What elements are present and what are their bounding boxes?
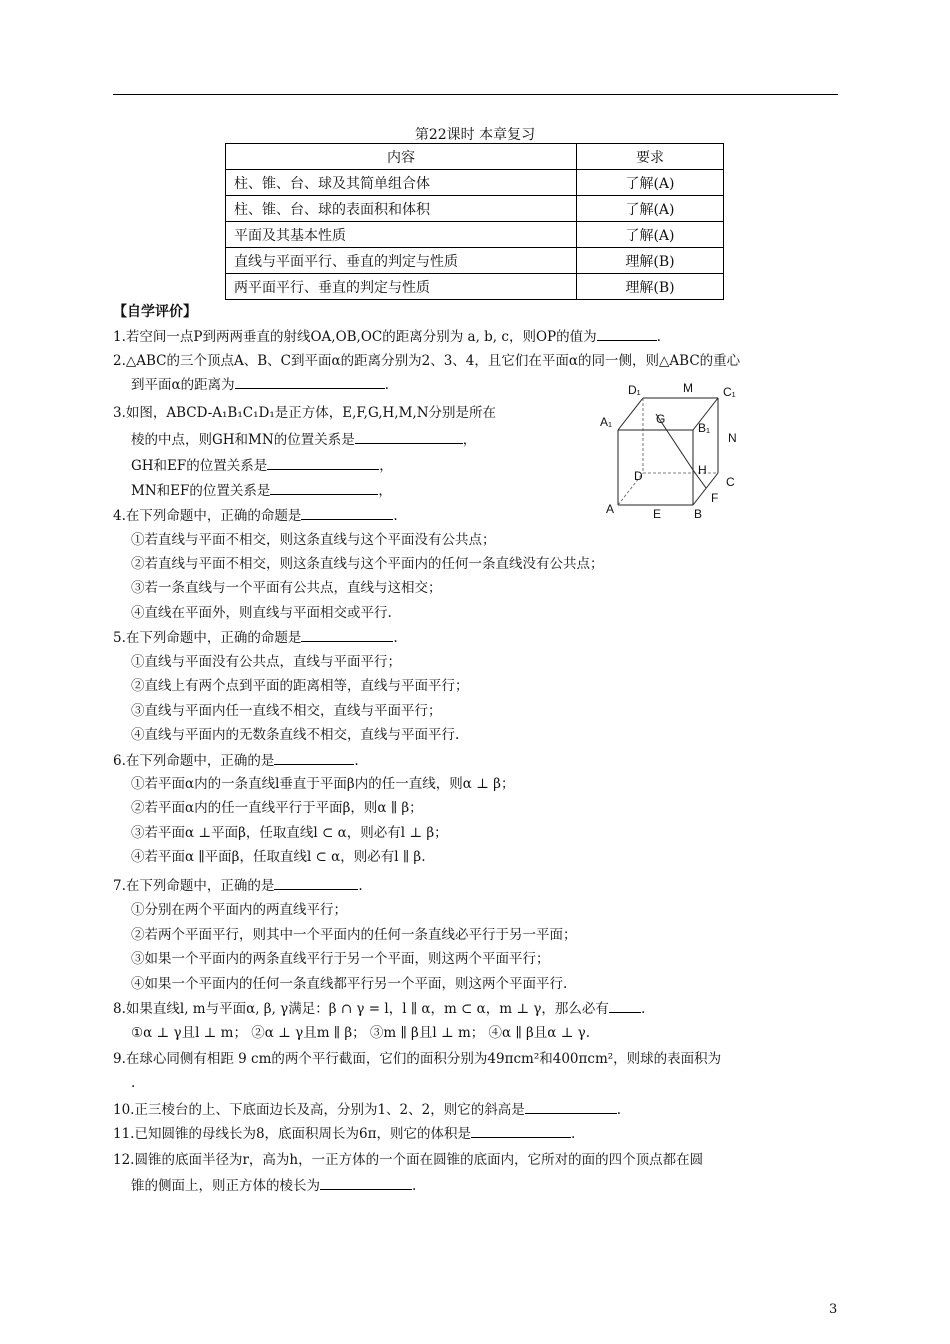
section-title: 【自学评价】 — [113, 304, 197, 320]
question-5-option-3: ③直线与平面内任一直线不相交，直线与平面平行； — [131, 703, 442, 719]
question-12-line-1: 12.圆锥的底面半径为r，高为h，一正方体的一个面在圆锥的底面内，它所对的面的四个顶点都在圆 — [113, 1152, 704, 1168]
header-rule — [113, 94, 838, 95]
table-cell-content: 柱、锥、台、球及其简单组合体 — [226, 170, 577, 196]
answer-blank — [471, 1123, 571, 1138]
question-5-option-4: ④直线与平面内的无数条直线不相交，直线与平面平行. — [131, 727, 460, 743]
question-2-line-2: 到平面α的距离为 . — [131, 374, 389, 395]
question-3-line-2: 棱的中点，则GH和MN的位置关系是 ， — [131, 429, 476, 450]
table-row — [226, 222, 724, 248]
question-4-option-4: ④直线在平面外，则直线与平面相交或平行. — [131, 605, 392, 621]
question-10-text: 10.正三棱台的上、下底面边长及高，分别为1、2、2，则它的斜高是 — [113, 1102, 525, 1118]
question-3-line-3: GH和EF的位置关系是 ， — [131, 455, 393, 476]
answer-blank — [525, 1099, 617, 1114]
cube-figure — [598, 380, 748, 520]
table-row — [226, 248, 724, 274]
question-9-line-2: . — [131, 1075, 136, 1091]
answer-blank — [320, 1175, 412, 1190]
answer-blank — [235, 374, 385, 389]
table-cell-content: 直线与平面平行、垂直的判定与性质 — [226, 248, 577, 274]
cube-hidden-edges — [618, 398, 718, 505]
table-cell-content: 两平面平行、垂直的判定与性质 — [226, 274, 577, 300]
question-4-option-1: ①若直线与平面不相交，则这条直线与这个平面没有公共点； — [131, 532, 496, 548]
question-6-option-4: ④若平面α ∥平面β，任取直线l ⊂ α，则必有l ∥ β. — [131, 849, 426, 865]
question-7-text: 7.在下列命题中，正确的是 — [113, 878, 275, 894]
table-row — [226, 196, 724, 222]
question-2-text: 到平面α的距离为 — [131, 377, 235, 393]
label-h: H — [698, 463, 707, 477]
question-10: 10.正三棱台的上、下底面边长及高，分别为1、2、2，则它的斜高是 . — [113, 1099, 621, 1120]
answer-blank — [274, 875, 358, 890]
table-cell-content: 柱、锥、台、球的表面积和体积 — [226, 196, 577, 222]
label-b1: B₁ — [698, 421, 711, 435]
question-3-text: GH和EF的位置关系是 — [131, 458, 268, 474]
question-3-text: MN和EF的位置关系是 — [131, 483, 271, 499]
question-7-option-4: ④如果一个平面内的任何一条直线都平行另一个平面，则这两个平面平行. — [131, 976, 568, 992]
question-5-option-2: ②直线上有两个点到平面的距离相等，直线与平面平行； — [131, 678, 469, 694]
table-cell-requirement: 理解(B) — [577, 274, 724, 300]
answer-blank — [301, 505, 393, 520]
question-3-text: 棱的中点，则GH和MN的位置关系是 — [131, 432, 355, 448]
question-6-option-2: ②若平面α内的任一直线平行于平面β，则α ∥ β； — [131, 800, 423, 816]
question-11: 11.已知圆锥的母线长为8，底面积周长为6π，则它的体积是 . — [113, 1123, 575, 1144]
label-a1: A₁ — [600, 415, 613, 429]
requirements-table — [225, 143, 724, 300]
label-g: G — [656, 412, 666, 426]
question-7-option-2: ②若两个平面平行，则其中一个平面内的任何一条直线必平行于另一平面； — [131, 927, 577, 943]
question-5-option-1: ①直线与平面没有公共点，直线与平面平行； — [131, 654, 401, 670]
table-header-content: 内容 — [226, 144, 577, 170]
question-3-line-1: 3.如图，ABCD-A₁B₁C₁D₁是正方体，E,F,G,H,M,N分别是所在 — [113, 405, 497, 421]
label-c1: C₁ — [723, 385, 736, 399]
table-row — [226, 170, 724, 196]
label-f: F — [711, 491, 719, 505]
lesson-title: 第22课时 本章复习 — [414, 127, 536, 143]
question-4: 4.在下列命题中，正确的命题是 . — [113, 505, 398, 526]
question-5: 5.在下列命题中，正确的命题是 . — [113, 627, 398, 648]
label-m: M — [683, 381, 693, 395]
question-9-line-1: 9.在球心同侧有相距 9 cm的两个平行截面，它们的面积分别为49πcm²和400πcm²，则球的表面积为 — [113, 1051, 722, 1067]
question-1-text: 1.若空间一点P到两两垂直的射线OA,OB,OC的距离分别为 a, b, c，则OP的值为 — [113, 329, 597, 345]
cube-labels — [600, 381, 737, 520]
answer-blank — [274, 750, 354, 765]
cube-edges — [618, 398, 718, 505]
question-6-option-1: ①若平面α内的一条直线l垂直于平面β内的任一直线，则α ⊥ β； — [131, 776, 515, 792]
answer-blank — [267, 455, 379, 470]
question-11-text: 11.已知圆锥的母线长为8，底面积周长为6π，则它的体积是 — [113, 1126, 472, 1142]
table-cell-requirement: 理解(B) — [577, 248, 724, 274]
answer-blank — [609, 998, 641, 1013]
question-6: 6.在下列命题中，正确的是 . — [113, 750, 359, 771]
question-6-text: 6.在下列命题中，正确的是 — [113, 753, 275, 769]
answer-blank — [597, 326, 657, 341]
question-4-text: 4.在下列命题中，正确的命题是 — [113, 508, 302, 524]
label-a: A — [606, 502, 615, 516]
question-7-option-1: ①分别在两个平面内的两直线平行； — [131, 902, 347, 918]
table-cell-requirement: 了解(A) — [577, 196, 724, 222]
table-header-requirement: 要求 — [577, 144, 724, 170]
question-4-option-3: ③若一条直线与一个平面有公共点，直线与这相交； — [131, 580, 442, 596]
question-7-option-3: ③如果一个平面内的两条直线平行于另一个平面，则这两个平面平行； — [131, 951, 550, 967]
page-number: 3 — [829, 1302, 838, 1317]
table-cell-requirement: 了解(A) — [577, 170, 724, 196]
answer-blank — [355, 429, 463, 444]
question-4-option-2: ②若直线与平面不相交，则这条直线与这个平面内的任何一条直线没有公共点； — [131, 556, 604, 572]
label-c: C — [726, 475, 735, 489]
question-7: 7.在下列命题中，正确的是 . — [113, 875, 363, 896]
label-e: E — [653, 507, 662, 520]
question-1: 1.若空间一点P到两两垂直的射线OA,OB,OC的距离分别为 a, b, c，则OP的值为 . — [113, 326, 661, 347]
answer-blank — [270, 480, 378, 495]
question-5-text: 5.在下列命题中，正确的命题是 — [113, 630, 302, 646]
question-3-line-4: MN和EF的位置关系是 ， — [131, 480, 392, 501]
question-8: 8.如果直线l, m与平面α, β, γ满足：β ∩ γ = l，l ∥ α，m ⊂ α，m ⊥ γ，那么必有 . — [113, 998, 645, 1019]
label-n: N — [728, 431, 737, 445]
label-d: D — [634, 469, 643, 483]
table-header-row — [226, 144, 724, 170]
label-b: B — [694, 507, 703, 520]
table-cell-requirement: 了解(A) — [577, 222, 724, 248]
question-6-option-3: ③若平面α ⊥平面β，任取直线l ⊂ α，则必有l ⊥ β； — [131, 825, 448, 841]
label-d1: D₁ — [628, 383, 641, 397]
table-cell-content: 平面及其基本性质 — [226, 222, 577, 248]
table-row — [226, 274, 724, 300]
question-2-line-1: 2.△ABC的三个顶点A、B、C到平面α的距离分别为2、3、4，且它们在平面α的同一侧，则△ABC的重心 — [113, 353, 741, 369]
question-8-options: ①α ⊥ γ且l ⊥ m； ②α ⊥ γ且m ∥ β； ③m ∥ β且l ⊥ m； ④α ∥ β且α ⊥ γ. — [131, 1025, 591, 1041]
answer-blank — [301, 627, 393, 642]
question-12-text: 锥的侧面上，则正方体的棱长为 — [131, 1178, 320, 1194]
question-12-line-2: 锥的侧面上，则正方体的棱长为 . — [131, 1175, 416, 1196]
question-8-text: 8.如果直线l, m与平面α, β, γ满足：β ∩ γ = l，l ∥ α，m ⊂ α，m ⊥ γ，那么必有 — [113, 1001, 609, 1017]
